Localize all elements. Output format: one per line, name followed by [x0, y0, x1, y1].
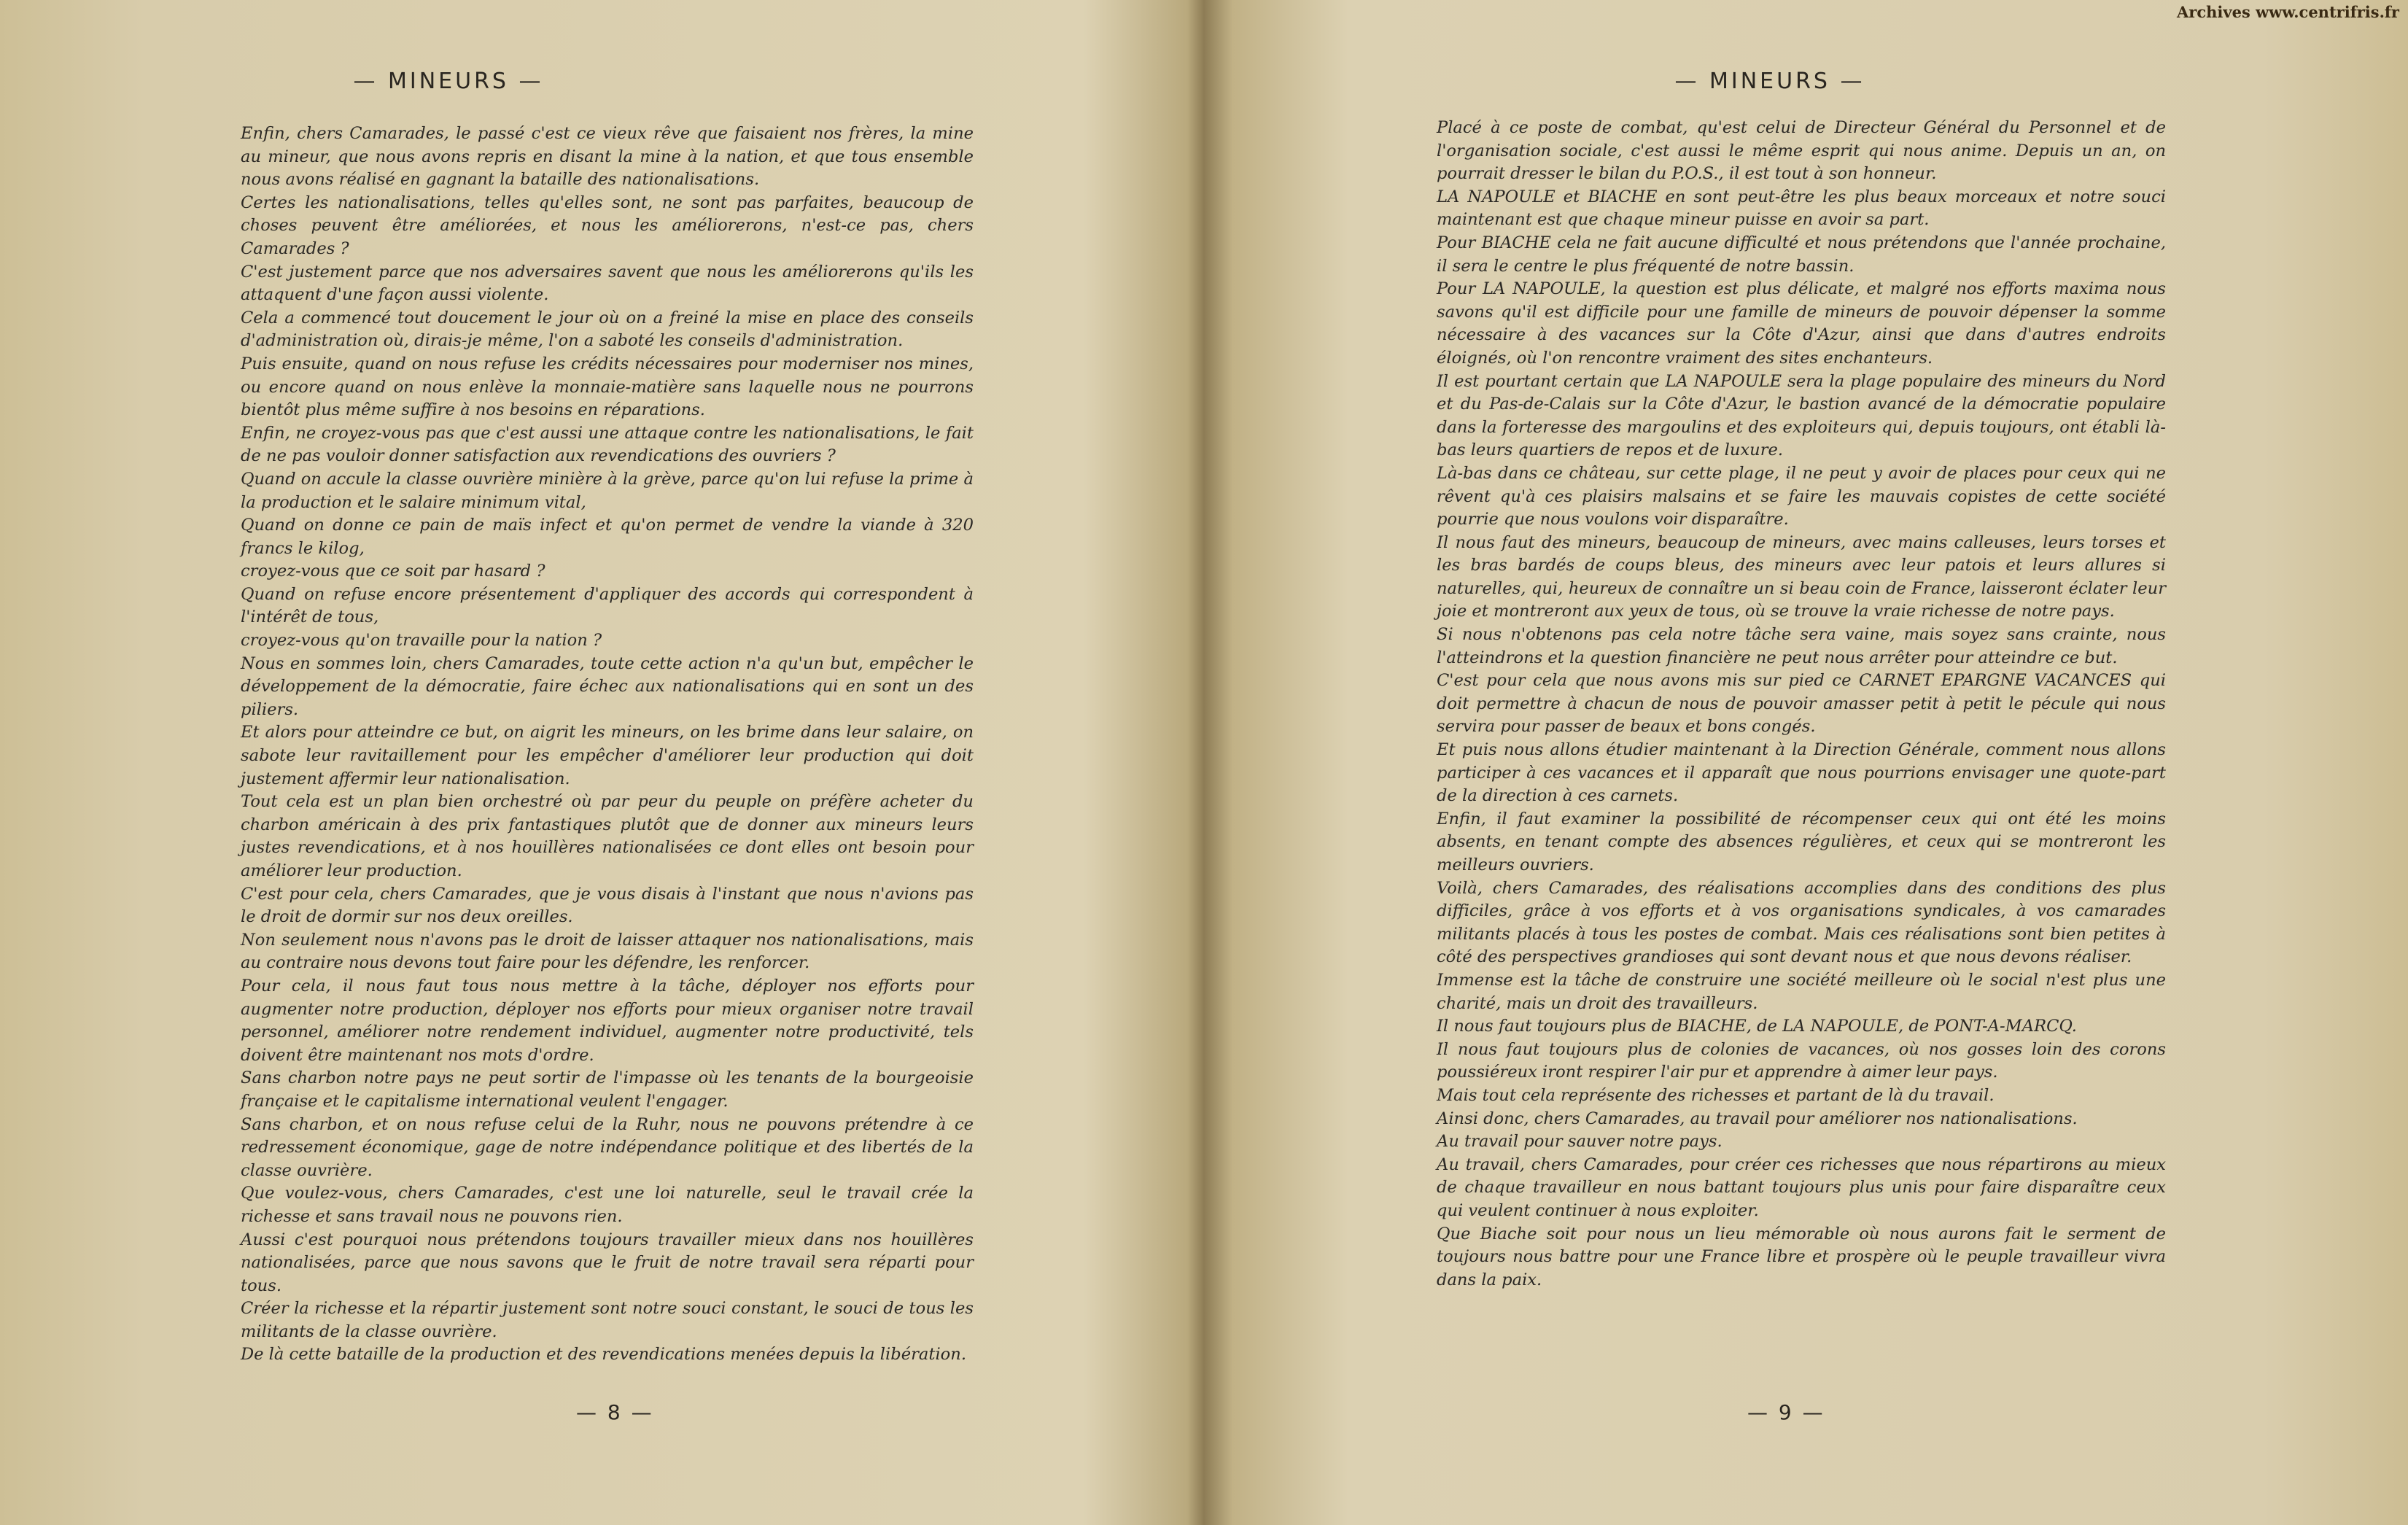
- left-page-body: Enfin, chers Camarades, le passé c'est ce vieux rêve que faisaient nos frères, la mine au mineur, que nous avons repris en disant la mine à la nation, et que tous ensemble nous avons réalisé en gagnant la bataille des nationalisations. Certes les nationalisations, telles qu'elles sont, ne sont pas parfaites, beaucoup de choses peuvent être améliorées, et nous les améliorerons, n'est-ce pas, chers Camarades ? C'est justement parce que nos adversaires savent que nous les améliorerons qu'ils les attaquent d'une façon aussi violente. Cela a commencé tout doucement le jour où on a freiné la mise en place des conseils d'administration où, dirais-je même, l'on a saboté les conseils d'administration. Puis ensuite, quand on nous refuse les crédits nécessaires pour moderniser nos mines, ou encore quand on nous enlève la monnaie-matière sans laquelle nous ne pourrons bientôt plus même suffire à nos besoins en réparations. Enfin, ne croyez-vous pas que c'est aussi une attaque contre les nationalisations, le fait de ne pas vouloir donner satisfaction aux revendications des ouvriers ? Quand on accule la classe ouvrière minière à la grève, parce qu'on lui refuse la prime à la production et le salaire minimum vital, Quand on donne ce pain de maïs infect et qu'on permet de vendre la viande à 320 francs le kilog, croyez-vous que ce soit par hasard ? Quand on refuse encore présentement d'appliquer des accords qui correspondent à l'intérêt de tous, croyez-vous qu'on travaille pour la nation ? Nous en sommes loin, chers Camarades, toute cette action n'a qu'un but, empêcher le développement de la démocratie, faire échec aux nationalisations qui en sont un des piliers. Et alors pour atteindre ce but, on aigrit les mineurs, on les brime dans leur salaire, on sabote leur ravitaillement pour les empêcher d'améliorer leur production qui doit justement affermir leur nationalisation. Tout cela est un plan bien orchestré où par peur du peuple on préfère acheter du charbon américain à des prix fantastiques plutôt que de donner aux mineurs leurs justes revendications, et à nos houillères nationalisées ce dont elles ont besoin pour améliorer leur production. C'est pour cela, chers Camarades, que je vous disais à l'instant que nous n'avions pas le droit de dormir sur nos deux oreilles. Non seulement nous n'avons pas le droit de laisser attaquer nos nationalisations, mais au contraire nous devons tout faire pour les défendre, les renforcer. Pour cela, il nous faut tous nous mettre à la tâche, déployer nos efforts pour augmenter notre production, déployer nos efforts pour mieux organiser notre travail personnel, améliorer notre rendement individuel, augmenter notre productivité, tels doivent être maintenant nos mots d'ordre. Sans charbon notre pays ne peut sortir de l'impasse où les tenants de la bourgeoisie française et le capitalisme international veulent l'engager. Sans charbon, et on nous refuse celui de la Ruhr, nous ne pouvons prétendre à ce redressement économique, gage de notre indépendance politique et des libertés de la classe ouvrière. Que voulez-vous, chers Camarades, c'est une loi naturelle, seul le travail crée la richesse et sans travail nous ne pouvons rien. Aussi c'est pourquoi nous prétendons toujours travailler mieux dans nos houillères nationalisées, parce que nous savons que le fruit de notre travail sera réparti pour tous. Créer la richesse et la répartir justement sont notre souci constant, le souci de tous les militants de la classe ouvrière. De là cette bataille de la production et des revendications menées depuis la libération.: [241, 124, 974, 1365]
- right-page-body: Placé à ce poste de combat, qu'est celui de Directeur Général du Personnel et de l'organisation sociale, c'est aussi le même esprit qui nous anime. Depuis un an, on pourrait dresser le bilan du P.O.S., il est tout à son honneur. LA NAPOULE et BIACHE en sont peut-être les plus beaux morceaux et notre souci maintenant est que chaque mineur puisse en avoir sa part. Pour BIACHE cela ne fait aucune difficulté et nous prétendons que l'année prochaine, il sera le centre le plus fréquenté de notre bassin. Pour LA NAPOULE, la question est plus délicate, et malgré nos efforts maxima nous savons qu'il est difficile pour une famille de mineurs de pouvoir dépenser la somme nécessaire à des vacances sur la Côte d'Azur, ainsi que dans d'autres endroits éloignés, où l'on rencontre vraiment des sites enchanteurs. Il est pourtant certain que LA NAPOULE sera la plage populaire des mineurs du Nord et du Pas-de-Calais sur la Côte d'Azur, le bastion avancé de la démocratie populaire dans la forteresse des margoulins et des exploiteurs qui, depuis toujours, ont établi là-bas leurs quartiers de repos et de luxure. Là-bas dans ce château, sur cette plage, il ne peut y avoir de places pour ceux qui ne rêvent qu'à ces plaisirs malsains et se faire les mauvais copistes de cette société pourrie que nous voulons voir disparaître. Il nous faut des mineurs, beaucoup de mineurs, avec mains calleuses, leurs torses et les bras bardés de coups bleus, des mineurs avec leur patois et leurs allures si naturelles, qui, heureux de connaître un si beau coin de France, laisseront éclater leur joie et montreront aux yeux de tous, où se trouve la vraie richesse de notre pays. Si nous n'obtenons pas cela notre tâche sera vaine, mais soyez sans crainte, nous l'atteindrons et la question financière ne peut nous arrêter pour atteindre ce but. C'est pour cela que nous avons mis sur pied ce CARNET EPARGNE VACANCES qui doit permettre à chacun de nous de pouvoir amasser petit à petit le pécule qui nous servira pour passer de beaux et bons congés. Et puis nous allons étudier maintenant à la Direction Générale, comment nous allons participer à ces vacances et il apparaît que nous pourrions envisager une quote-part de la direction à ces carnets. Enfin, il faut examiner la possibilité de récompenser ceux qui ont été les moins absents, en tenant compte des absences régulières, et ceux qui se montreront les meilleurs ouvriers. Voilà, chers Camarades, des réalisations accomplies dans des conditions des plus difficiles, grâce à vos efforts et à vos organisations syndicales, à vos camarades militants placés à tous les postes de combat. Mais ces réalisations sont bien petites à côté des perspectives grandioses qui sont devant nous et que nous devons réaliser. Immense est la tâche de construire une société meilleure où le social n'est plus une charité, mais un droit des travailleurs. Il nous faut toujours plus de BIACHE, de LA NAPOULE, de PONT-A-MARCQ. Il nous faut toujours plus de colonies de vacances, où nos gosses loin des corons poussiéreux iront respirer l'air pur et apprendre à aimer leur pays. Mais tout cela représente des richesses et partant de là du travail. Ainsi donc, chers Camarades, au travail pour améliorer nos nationalisations. Au travail pour sauver notre pays. Au travail, chers Camarades, pour créer ces richesses que nous répartirons au mieux de chaque travailleur en nous battant toujours plus unis pour faire disparaître ceux qui veulent continuer à nous exploiter. Que Biache soit pour nous un lieu mémorable où nous aurons fait le serment de toujours nous battre pour une France libre et prospère où le peuple travailleur vivra dans la paix.: [1437, 118, 2166, 1289]
- left-page: [0, 0, 1203, 1525]
- running-head-left: — MINEURS —: [353, 69, 544, 94]
- running-head-right: — MINEURS —: [1674, 69, 1865, 94]
- right-page: [1205, 0, 2408, 1525]
- archive-watermark: Archives www.centrifris.fr: [2177, 3, 2399, 21]
- page-number-left: — 8 —: [576, 1400, 654, 1424]
- page-number-right: — 9 —: [1747, 1400, 1825, 1424]
